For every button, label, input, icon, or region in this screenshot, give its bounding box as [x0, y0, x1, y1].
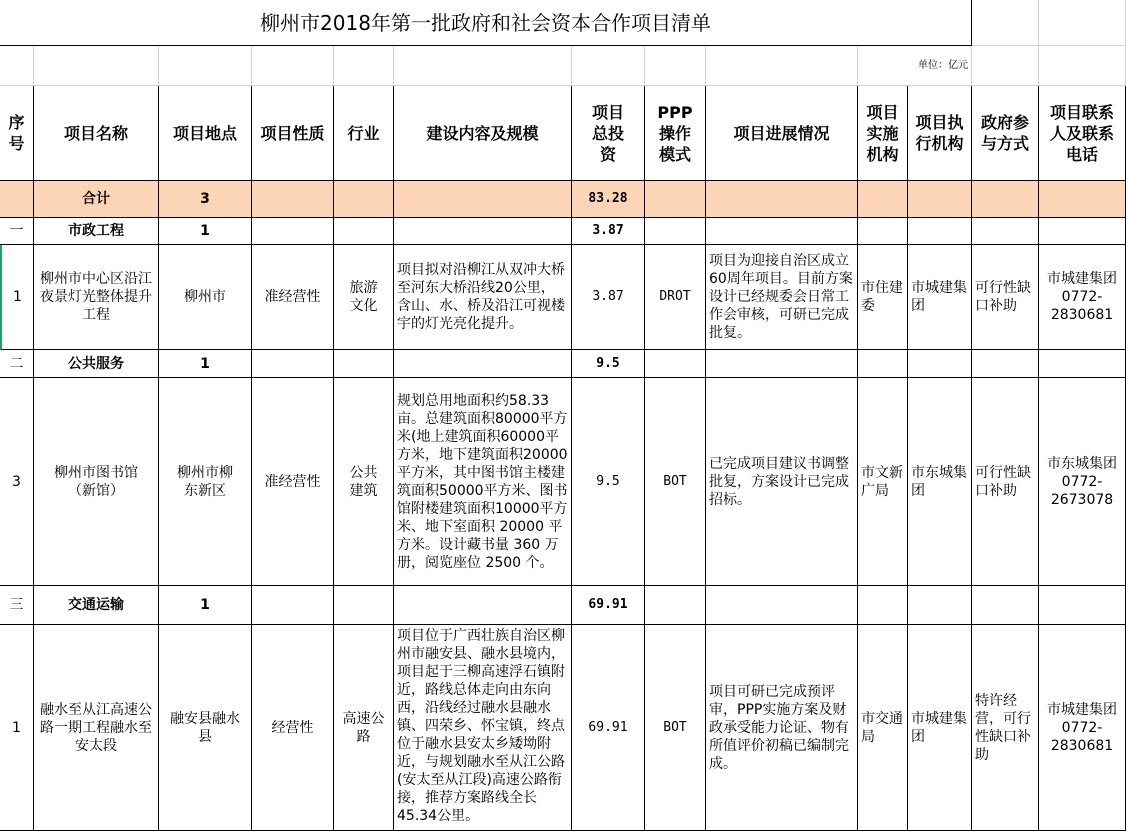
header-progress[interactable]: 项目进展情况: [706, 86, 858, 181]
project-nature[interactable]: 经营性: [252, 625, 334, 831]
empty-cell[interactable]: [1039, 586, 1126, 625]
header-location[interactable]: 项目地点: [159, 86, 252, 181]
empty-cell[interactable]: [908, 350, 972, 378]
empty-cell[interactable]: [394, 350, 572, 378]
project-exec-org[interactable]: [908, 378, 972, 586]
project-impl-org[interactable]: [858, 245, 908, 350]
empty-cell[interactable]: [394, 46, 572, 86]
empty-cell[interactable]: [252, 350, 334, 378]
empty-cell[interactable]: [972, 586, 1039, 625]
section-count[interactable]: 1: [159, 586, 252, 625]
section-investment[interactable]: 9.5: [572, 350, 645, 378]
header-contact[interactable]: 项目联系人及联系电话: [1039, 86, 1126, 181]
header-exec-org[interactable]: 项目执行机构: [908, 86, 972, 181]
project-industry[interactable]: [334, 625, 394, 831]
header-ppp-mode[interactable]: PPP操作模式: [645, 86, 706, 181]
project-location-text: 柳州市: [184, 289, 226, 305]
empty-cell[interactable]: [706, 218, 858, 245]
project-location-text: 融安县融水县: [170, 710, 240, 745]
empty-cell[interactable]: [334, 218, 394, 245]
header-industry[interactable]: 行业: [334, 86, 394, 181]
project-gov-mode[interactable]: [972, 245, 1039, 350]
project-content-text: 项目拟对沿柳江从双冲大桥至河东大桥沿线20公里，含山、水、桥及沿江可视楼宇的灯光亮化提升。: [397, 262, 565, 332]
project-gov-mode[interactable]: [972, 625, 1039, 831]
project-nature[interactable]: 准经营性: [252, 378, 334, 586]
project-name-text: 柳州市图书馆（新馆）: [54, 464, 138, 499]
project-ppp-mode[interactable]: BOT: [645, 378, 706, 586]
project-content-text: 项目位于广西壮族自治区柳州市融安县、融水县境内，项目起于三柳高速浮石镇附近，路线总体走向由东向西，沿线经过融水县融水镇、四荣乡、怀宝镇，终点位于融水县安太乡矮坳附近，与规划融水至从江公路(安太至从江段)高速公路衔接，推荐方案路线全长45.34公里。: [397, 628, 565, 824]
header-nature[interactable]: 项目性质: [252, 86, 334, 181]
empty-cell[interactable]: [334, 350, 394, 378]
project-progress-text: 项目为迎接自治区成立60周年项目。目前方案设计已经规委会日常工作会审核，可研已完成批复。: [709, 253, 853, 341]
empty-cell[interactable]: [0, 46, 34, 86]
empty-cell[interactable]: [645, 46, 706, 86]
empty-cell[interactable]: [394, 586, 572, 625]
empty-cell[interactable]: [908, 218, 972, 245]
total-contact[interactable]: [1039, 181, 1126, 218]
empty-cell[interactable]: [645, 586, 706, 625]
project-name-text: 柳州市中心区沿江夜景灯光整体提升工程: [40, 271, 152, 323]
empty-cell[interactable]: [252, 218, 334, 245]
section-name[interactable]: 市政工程: [34, 218, 159, 245]
total-seq[interactable]: [0, 181, 34, 218]
project-progress[interactable]: [706, 378, 858, 586]
empty-cell[interactable]: [394, 218, 572, 245]
empty-cell[interactable]: [252, 46, 334, 86]
project-progress[interactable]: [706, 625, 858, 831]
project-contact[interactable]: [1039, 245, 1126, 350]
project-investment[interactable]: 69.91: [572, 625, 645, 831]
project-exec-org[interactable]: [908, 245, 972, 350]
empty-cell[interactable]: [334, 586, 394, 625]
header-impl-org[interactable]: 项目实施机构: [858, 86, 908, 181]
empty-cell[interactable]: [972, 46, 1039, 86]
total-industry[interactable]: [334, 181, 394, 218]
project-content-text: 规划总用地面积约58.33亩。总建筑面积80000平方米(地上建筑面积60000平方米，地下建筑面积20000平方米，其中图书馆主楼建筑面积50000平方米、图书馆附楼建筑面积10000平方米、地下室面积 20000 平方米。设计藏书量 360 万册，阅览座位 2500 个。: [397, 392, 568, 571]
project-contact-text: 市东城集团 0772-2673078: [1047, 455, 1117, 508]
empty-cell[interactable]: [645, 350, 706, 378]
total-content[interactable]: [394, 181, 572, 218]
project-name[interactable]: [34, 378, 159, 586]
empty-cell[interactable]: [334, 46, 394, 86]
project-progress[interactable]: [706, 245, 858, 350]
project-investment[interactable]: 9.5: [572, 378, 645, 586]
project-impl-org[interactable]: [858, 625, 908, 831]
total-exec[interactable]: [908, 181, 972, 218]
total-count[interactable]: 3: [159, 181, 252, 218]
empty-cell[interactable]: [645, 218, 706, 245]
project-name[interactable]: [34, 245, 159, 350]
total-impl[interactable]: [858, 181, 908, 218]
project-exec-org[interactable]: [908, 625, 972, 831]
empty-cell[interactable]: [972, 0, 1039, 46]
project-progress-text: 已完成项目建议书调整批复，方案设计已完成招标。: [709, 455, 849, 508]
section-investment[interactable]: 3.87: [572, 218, 645, 245]
empty-cell[interactable]: [908, 586, 972, 625]
section-seq[interactable]: 一: [0, 218, 34, 245]
empty-cell[interactable]: [252, 586, 334, 625]
project-ppp-mode[interactable]: BOT: [645, 625, 706, 831]
project-impl-org-text: 市交通局: [861, 710, 903, 745]
header-name[interactable]: 项目名称: [34, 86, 159, 181]
project-seq[interactable]: 1: [0, 245, 34, 350]
project-nature[interactable]: 准经营性: [252, 245, 334, 350]
empty-cell[interactable]: [706, 46, 858, 86]
project-contact-text: 市城建集团 0772-2830681: [1047, 271, 1117, 323]
empty-cell[interactable]: [1039, 0, 1126, 46]
empty-cell[interactable]: [858, 586, 908, 625]
project-exec-org-text: 市城建集团: [911, 710, 967, 745]
empty-cell[interactable]: [706, 350, 858, 378]
empty-cell[interactable]: [34, 46, 159, 86]
section-name[interactable]: 公共服务: [34, 350, 159, 378]
project-gov-mode-text: 可行性缺口补助: [975, 464, 1031, 499]
empty-cell[interactable]: [972, 350, 1039, 378]
project-industry[interactable]: [334, 378, 394, 586]
sheet-title[interactable]: 柳州市2018年第一批政府和社会资本合作项目清单: [0, 0, 972, 46]
empty-cell[interactable]: [1039, 46, 1126, 86]
empty-cell[interactable]: [858, 218, 908, 245]
project-name-text: 融水至从江高速公路一期工程融水至安太段: [40, 701, 152, 754]
project-exec-org-text: 市东城集团: [911, 464, 967, 499]
total-ppp[interactable]: [645, 181, 706, 218]
section-count[interactable]: 1: [159, 350, 252, 378]
total-nature[interactable]: [252, 181, 334, 218]
project-impl-org-text: 市住建委: [861, 280, 903, 314]
unit-label[interactable]: 单位：亿元: [858, 46, 972, 86]
project-gov-mode-text: 可行性缺口补助: [975, 280, 1031, 314]
section-count[interactable]: 1: [159, 218, 252, 245]
section-investment[interactable]: 69.91: [572, 586, 645, 625]
project-gov-mode[interactable]: [972, 378, 1039, 586]
project-industry-text: 旅游文化: [349, 280, 378, 314]
section-seq[interactable]: 三: [0, 586, 34, 625]
header-gov-mode[interactable]: 政府参与方式: [972, 86, 1039, 181]
project-impl-org[interactable]: [858, 378, 908, 586]
total-gov[interactable]: [972, 181, 1039, 218]
project-impl-org-text: 市文新广局: [861, 464, 903, 499]
empty-cell[interactable]: [1039, 350, 1126, 378]
project-seq[interactable]: 3: [0, 378, 34, 586]
project-location[interactable]: [159, 378, 252, 586]
empty-cell[interactable]: [706, 586, 858, 625]
project-investment[interactable]: 3.87: [572, 245, 645, 350]
project-content[interactable]: [394, 625, 572, 831]
section-name[interactable]: 交通运输: [34, 586, 159, 625]
project-ppp-mode[interactable]: DROT: [645, 245, 706, 350]
project-contact-text: 市城建集团 0772-2830681: [1047, 701, 1117, 754]
empty-cell[interactable]: [572, 46, 645, 86]
project-progress-text: 项目可研已完成预评审，PPP实施方案及财政承受能力论证、物有所值评价初稿已编制完成。: [709, 683, 849, 772]
header-investment[interactable]: 项目总投资: [572, 86, 645, 181]
project-content[interactable]: [394, 245, 572, 350]
header-content[interactable]: 建设内容及规模: [394, 86, 572, 181]
project-content[interactable]: [394, 378, 572, 586]
project-gov-mode-text: 特许经营，可行性缺口补助: [975, 692, 1031, 763]
project-seq[interactable]: 1: [0, 625, 34, 831]
empty-cell[interactable]: [1039, 218, 1126, 245]
project-industry[interactable]: [334, 245, 394, 350]
section-seq[interactable]: 二: [0, 350, 34, 378]
project-industry-text: 高速公路: [342, 710, 385, 745]
project-exec-org-text: 市城建集团: [911, 280, 967, 314]
project-industry-text: 公共建筑: [349, 464, 378, 499]
empty-cell[interactable]: [159, 46, 252, 86]
project-name[interactable]: [34, 625, 159, 831]
project-contact[interactable]: [1039, 378, 1126, 586]
project-contact[interactable]: [1039, 625, 1126, 831]
project-location[interactable]: [159, 245, 252, 350]
total-progress[interactable]: [706, 181, 858, 218]
project-location[interactable]: [159, 625, 252, 831]
project-location-text: 柳州市柳东新区: [177, 464, 233, 499]
header-seq[interactable]: 序号: [0, 86, 34, 181]
total-label[interactable]: 合计: [34, 181, 159, 218]
empty-cell[interactable]: [972, 218, 1039, 245]
total-investment[interactable]: 83.28: [572, 181, 645, 218]
empty-cell[interactable]: [858, 350, 908, 378]
